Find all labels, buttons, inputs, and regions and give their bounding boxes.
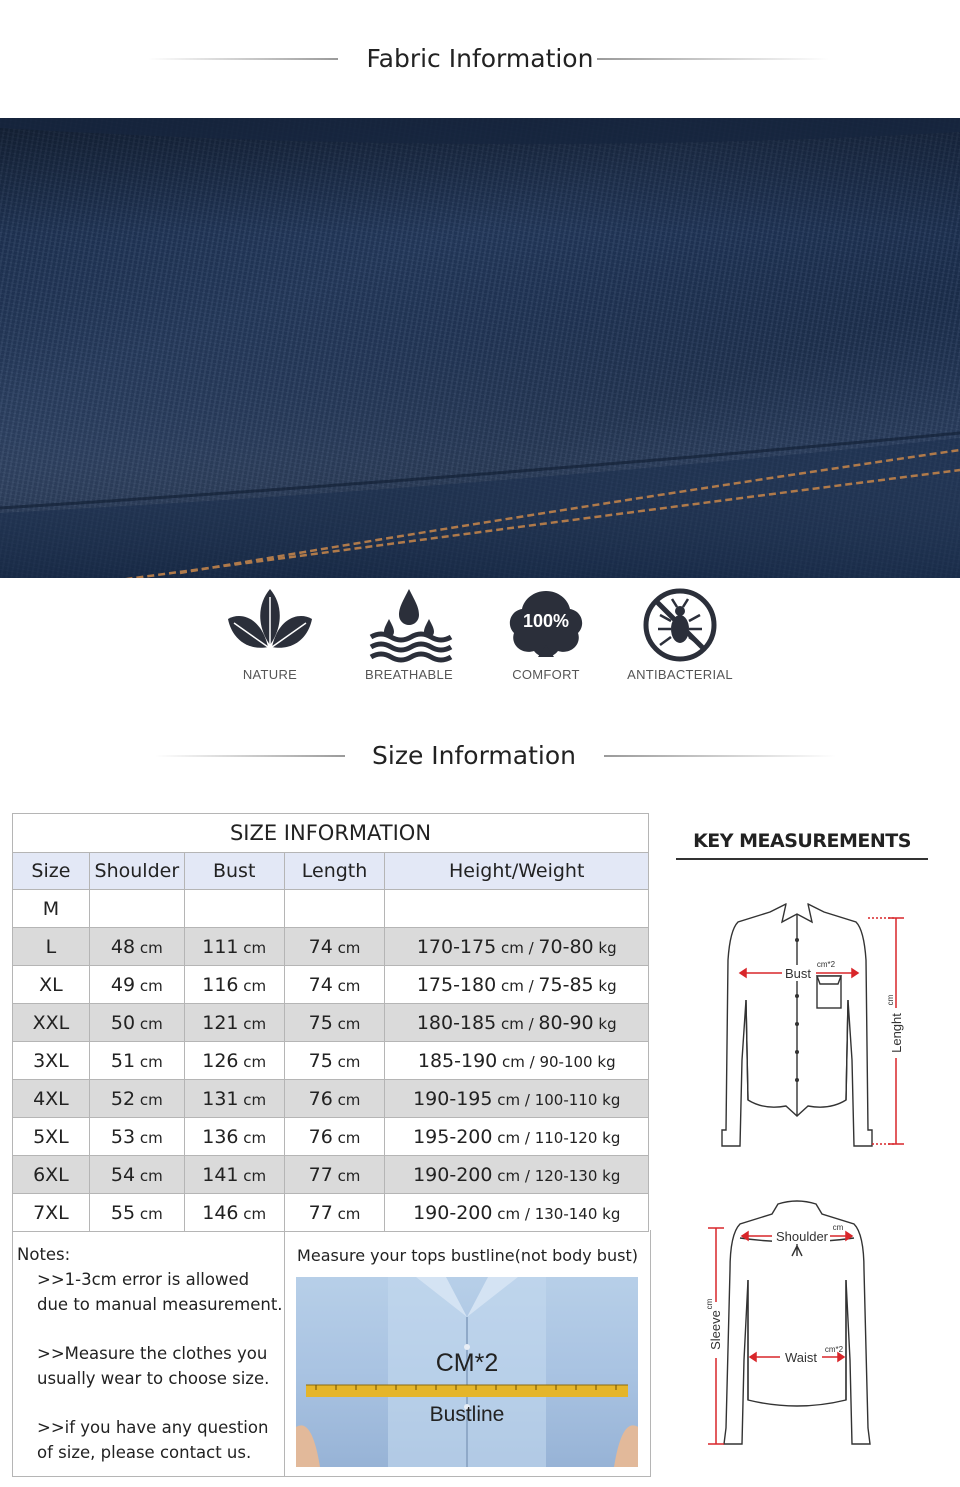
cell-length: 77 cm <box>284 1194 385 1232</box>
key-measurements-title: KEY MEASUREMENTS <box>693 830 911 852</box>
back-waist-unit: cm*2 <box>824 1345 844 1354</box>
cell-height-weight <box>385 890 649 928</box>
fabric-section-header <box>0 30 960 90</box>
feature-breathable-label: BREATHABLE <box>364 667 453 682</box>
cell-length <box>284 890 385 928</box>
fabric-section-title: Fabric Information <box>366 44 594 73</box>
no-bug-icon <box>630 585 730 665</box>
table-row <box>13 1118 649 1156</box>
table-row <box>13 1194 649 1232</box>
cell-size: 7XL <box>13 1194 90 1232</box>
cell-size: 6XL <box>13 1156 90 1194</box>
cell-length: 74 cm <box>284 966 385 1004</box>
notes-and-tip-box <box>12 1230 651 1477</box>
notes-panel <box>13 1230 285 1476</box>
cell-size: M <box>13 890 90 928</box>
divider-right <box>604 755 836 757</box>
cell-shoulder: 53 cm <box>89 1118 184 1156</box>
cell-bust: 131 cm <box>184 1080 284 1118</box>
size-section-header <box>0 727 960 787</box>
column-header-shoulder: Shoulder <box>89 853 184 890</box>
column-header-size: Size <box>13 853 90 890</box>
cell-shoulder: 55 cm <box>89 1194 184 1232</box>
back-sleeve-unit: cm <box>705 1298 714 1310</box>
cell-height-weight: 190-200 cm / 120-130 kg <box>385 1156 649 1194</box>
front-bust-label: Bust <box>784 966 812 981</box>
note-item <box>13 1267 284 1317</box>
cell-shoulder: 52 cm <box>89 1080 184 1118</box>
cell-bust: 141 cm <box>184 1156 284 1194</box>
feature-breathable <box>339 585 479 695</box>
cell-bust <box>184 890 284 928</box>
column-header-bust: Bust <box>184 853 284 890</box>
comfort-badge-text: 100% <box>522 611 570 631</box>
cell-shoulder: 54 cm <box>89 1156 184 1194</box>
cell-length: 77 cm <box>284 1156 385 1194</box>
cell-length: 76 cm <box>284 1080 385 1118</box>
fabric-stitching <box>0 118 960 578</box>
cell-shoulder: 51 cm <box>89 1042 184 1080</box>
feature-antibacterial <box>610 585 750 695</box>
table-row <box>13 928 649 966</box>
note-text: >>Measure the clothes you usually wear to choose size. <box>37 1344 270 1388</box>
divider-right <box>597 58 829 60</box>
cell-size: XL <box>13 966 90 1004</box>
notes-title: Notes: <box>17 1245 71 1264</box>
cell-size: 3XL <box>13 1042 90 1080</box>
column-header-length: Length <box>284 853 385 890</box>
front-length-label: Lenght <box>889 1013 904 1053</box>
size-section-title: Size Information <box>372 741 576 770</box>
table-row <box>13 1004 649 1042</box>
cell-bust: 111 cm <box>184 928 284 966</box>
bustline-tip-caption: Measure your tops bustline(not body bust) <box>297 1246 638 1265</box>
table-row <box>13 1156 649 1194</box>
note-text: >>1-3cm error is allowed due to manual measurement. <box>37 1270 283 1314</box>
column-header-height-weight: Height/Weight <box>385 853 649 890</box>
note-item <box>13 1415 284 1465</box>
cell-shoulder: 49 cm <box>89 966 184 1004</box>
cell-size: XXL <box>13 1004 90 1042</box>
feature-comfort <box>476 585 616 695</box>
note-item <box>13 1341 284 1391</box>
cell-height-weight: 170-175 cm / 70-80 kg <box>385 928 649 966</box>
note-text: >>if you have any question of size, please contact us. <box>37 1418 269 1462</box>
cell-height-weight: 175-180 cm / 75-85 kg <box>385 966 649 1004</box>
back-sleeve-label: Sleeve <box>708 1310 723 1350</box>
cell-bust: 126 cm <box>184 1042 284 1080</box>
back-shoulder-label: Shoulder <box>775 1229 829 1244</box>
leaves-icon <box>220 585 320 665</box>
feature-nature <box>200 585 340 695</box>
size-table <box>12 813 649 1232</box>
cell-height-weight: 180-185 cm / 80-90 kg <box>385 1004 649 1042</box>
size-table-caption: SIZE INFORMATION <box>13 814 649 853</box>
front-bust-unit: cm*2 <box>816 960 836 969</box>
cell-height-weight: 190-195 cm / 100-110 kg <box>385 1080 649 1118</box>
cell-bust: 136 cm <box>184 1118 284 1156</box>
cell-length: 74 cm <box>284 928 385 966</box>
cell-bust: 146 cm <box>184 1194 284 1232</box>
bustline-photo-text: CM*2 <box>435 1349 499 1377</box>
cell-size: 5XL <box>13 1118 90 1156</box>
cotton-100-icon <box>496 585 596 665</box>
cell-height-weight: 185-190 cm / 90-100 kg <box>385 1042 649 1080</box>
back-shoulder-unit: cm <box>832 1223 844 1232</box>
cell-size: 4XL <box>13 1080 90 1118</box>
fabric-closeup-image <box>0 118 960 578</box>
bustline-photo <box>296 1277 638 1467</box>
shirt-diagrams <box>658 800 954 1480</box>
table-row <box>13 966 649 1004</box>
cell-length: 75 cm <box>284 1004 385 1042</box>
cell-height-weight: 195-200 cm / 110-120 kg <box>385 1118 649 1156</box>
water-drop-icon <box>359 585 459 665</box>
table-row <box>13 890 649 928</box>
key-measurements-panel <box>658 800 954 1480</box>
cell-shoulder <box>89 890 184 928</box>
cell-height-weight: 190-200 cm / 130-140 kg <box>385 1194 649 1232</box>
table-row <box>13 1042 649 1080</box>
bustline-tip-panel <box>285 1230 650 1476</box>
back-waist-label: Waist <box>784 1350 818 1365</box>
cell-length: 75 cm <box>284 1042 385 1080</box>
cell-bust: 121 cm <box>184 1004 284 1042</box>
table-row <box>13 1080 649 1118</box>
front-length-unit: cm <box>886 994 895 1006</box>
bustline-photo-label: Bustline <box>429 1403 505 1426</box>
feature-nature-label: NATURE <box>242 667 298 682</box>
feature-comfort-label: COMFORT <box>512 667 580 682</box>
cell-bust: 116 cm <box>184 966 284 1004</box>
feature-antibacterial-label: ANTIBACTERIAL <box>627 667 733 682</box>
cell-length: 76 cm <box>284 1118 385 1156</box>
cell-shoulder: 50 cm <box>89 1004 184 1042</box>
cell-shoulder: 48 cm <box>89 928 184 966</box>
cell-size: L <box>13 928 90 966</box>
